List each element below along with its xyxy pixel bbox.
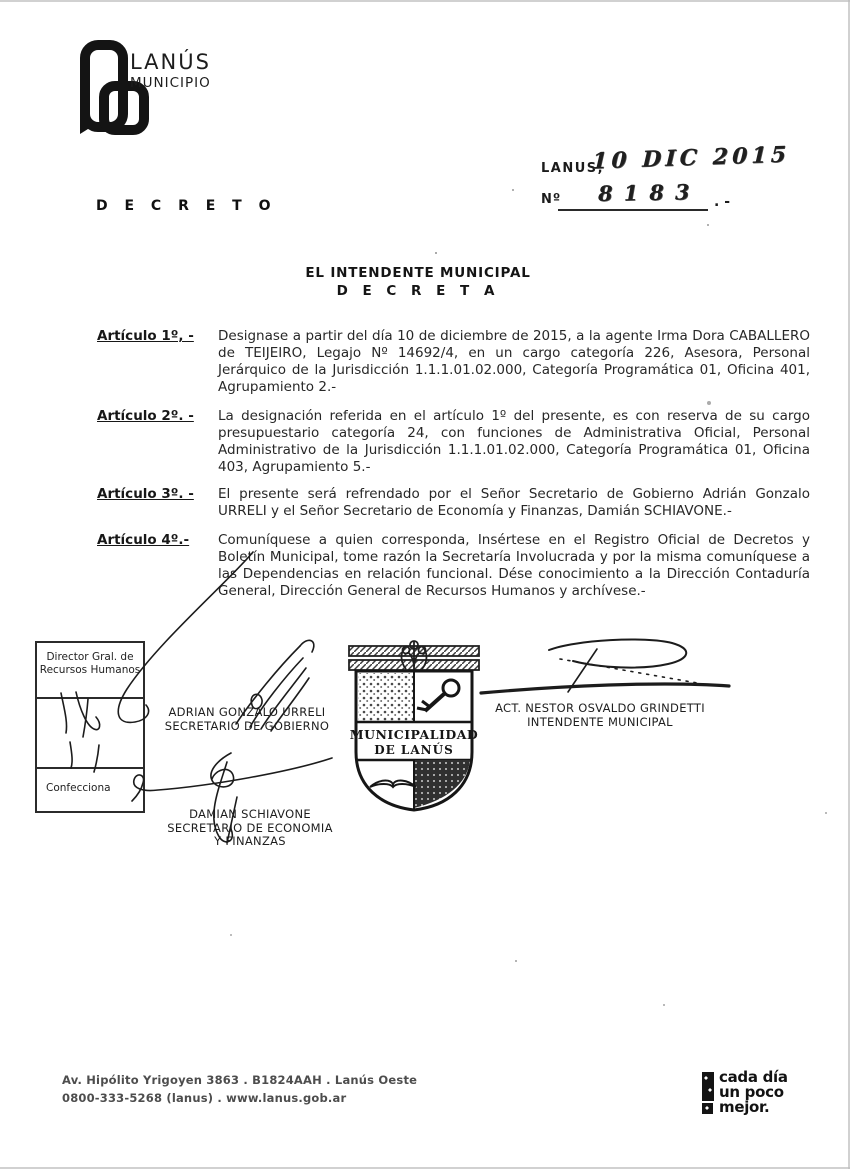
logo-text <box>130 50 211 91</box>
scan-edge-top <box>0 0 850 2</box>
decree-number-stamp: 8183 <box>597 179 701 206</box>
coat-of-arms-line1: MUNICIPALIDAD <box>349 727 479 742</box>
place-label: LANUS, <box>541 161 605 176</box>
decree-number-label: Nº <box>541 192 562 207</box>
article-label: Artículo 3º. - <box>97 486 194 502</box>
article-row <box>97 328 810 396</box>
coat-of-arms-line2: DE LANÚS <box>374 743 454 757</box>
article-label: Artículo 2º. - <box>97 408 194 424</box>
article-row <box>97 532 810 600</box>
footer-address: Av. Hipólito Yrigoyen 3863 . B1824AAH . Lanús Oeste <box>62 1073 418 1087</box>
signatory-title: SECRETARIO DE ECONOMIA <box>167 820 333 835</box>
signature-block-secretary-government <box>147 706 347 733</box>
signatory-name: ACT. NESTOR OSVALDO GRINDETTI <box>495 701 705 715</box>
stamp-box-signature-area <box>37 699 143 769</box>
signature-block-secretary-economy <box>150 808 350 849</box>
tagline-square-icon <box>702 1103 713 1114</box>
date-stamp: 10 DIC 2015 <box>591 141 791 175</box>
logo-subtitle: MUNICIPIO <box>130 75 211 91</box>
signatory-name: DAMIAN SCHIAVONE <box>189 807 311 821</box>
tagline-logo <box>702 1070 812 1115</box>
signature-grindetti <box>481 639 729 693</box>
coat-of-arms <box>348 640 480 814</box>
decree-number-suffix: . - <box>714 194 731 210</box>
article-row <box>97 408 810 476</box>
footer-contact-block <box>62 1072 417 1107</box>
signatory-title: SECRETARIO DE GOBIERNO <box>164 718 330 733</box>
tagline-line: cada día <box>719 1068 788 1086</box>
decree-title-line2: D E C R E T A <box>336 283 500 299</box>
signature-stroke-confecciona <box>132 758 332 801</box>
article-body: Comuníquese a quien corresponda, Insértese en el Registro Oficial de Decretos y Boletín Municipal, tome razón la Secretaría Involucrada y por la misma comuníquese a las Dependencias en relación funcional. Dése conocimiento a la Dirección Contaduría General, Dirección General de Recursos Humanos y archívese.- <box>218 532 810 599</box>
article-label: Artículo 4º.- <box>97 532 190 548</box>
tagline-line: un poco <box>719 1083 784 1101</box>
scan-noise-specks <box>435 252 437 254</box>
signatory-name: ADRIAN GONZALO URRELI <box>168 705 326 719</box>
article-label: Artículo 1º, - <box>97 328 194 344</box>
stamp-box-header: Director Gral. de Recursos Humanos <box>37 643 143 699</box>
routing-stamp-box <box>35 641 145 813</box>
footer-phone-web: 0800-333-5268 (lanus) . www.lanus.gob.ar <box>62 1090 347 1105</box>
article-body: Designase a partir del día 10 de diciembre de 2015, a la agente Irma Dora CABALLERO de TEIJEIRO, Legajo Nº 14692/4, en un cargo categoría 226, Asesora, Personal Jerárquico de la Jurisdicción 1.1.1.01.02.000, Categoría Programática 01, Oficina 401, Agrupamiento 2.- <box>218 328 810 395</box>
tagline-bar-icon <box>702 1072 714 1101</box>
decree-title <box>0 265 836 299</box>
decree-title-line1: EL INTENDENTE MUNICIPAL <box>305 265 531 281</box>
decree-number-line <box>558 209 708 211</box>
logo-title: LANÚS <box>130 50 211 74</box>
signatory-title: INTENDENTE MUNICIPAL <box>527 714 673 729</box>
article-row <box>97 486 810 520</box>
stamp-box-footer: Confecciona <box>46 782 111 794</box>
signatory-title: Y FINANZAS <box>214 834 286 848</box>
article-body: La designación referida en el artículo 1º del presente, es con reserva de su cargo presupuestario categoría 24, con funciones de Administrativa Oficial, Personal Administrativo de la Jurisdicción 1.1.1.01.02.000, Categoría Programática 01, Oficina 403, Agrupamiento 5.- <box>218 408 810 475</box>
quadrant-industry-texture <box>358 673 413 722</box>
article-body: El presente será refrendado por el Señor Secretario de Gobierno Adrián Gonzalo URRELI y el Señor Secretario de Economía y Finanzas, Damián SCHIAVONE.- <box>218 486 810 519</box>
document-type-heading: D E C R E T O <box>96 198 277 214</box>
signature-block-mayor <box>480 702 720 729</box>
tagline-line: mejor. <box>719 1098 770 1116</box>
